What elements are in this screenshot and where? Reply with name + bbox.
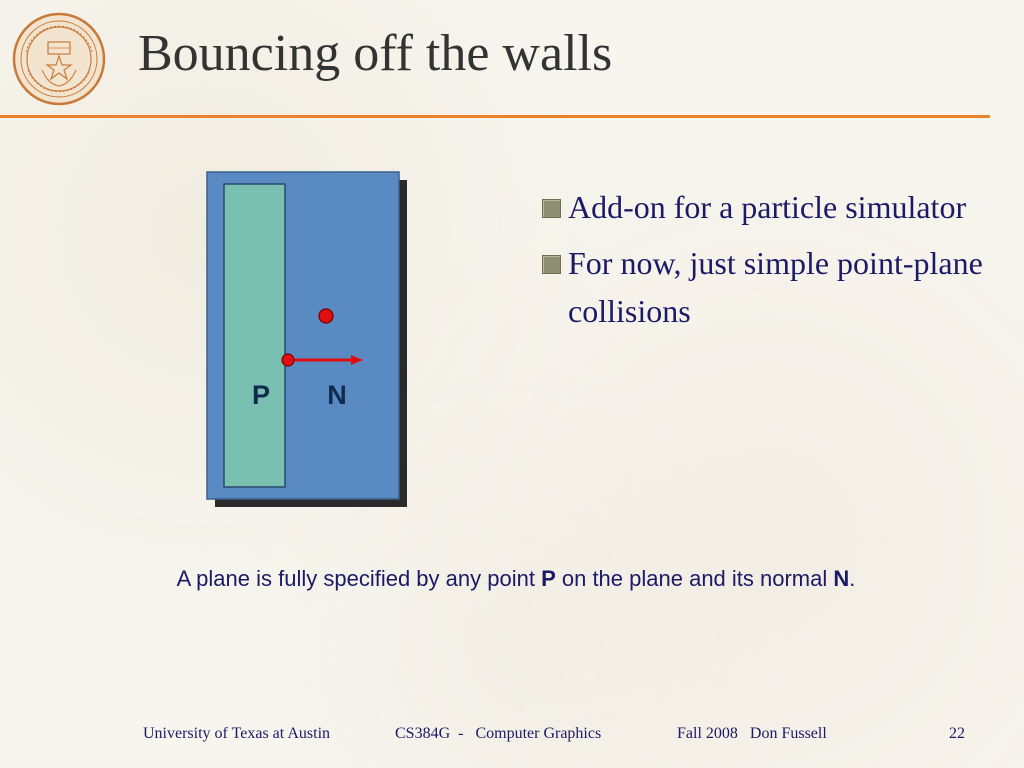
plane-point <box>282 354 294 366</box>
page-number: 22 <box>949 725 965 742</box>
footer-course: CS384G - Computer Graphics <box>395 725 602 742</box>
bullet-text: Add-on for a particle simulator <box>568 189 967 225</box>
caption-text: . <box>849 566 856 591</box>
plane-strip <box>224 184 285 487</box>
footer-institution: University of Texas at Austin <box>143 725 331 742</box>
bullet-text: For now, just simple point-plane collisions <box>568 245 983 329</box>
bullet-item <box>540 239 1000 335</box>
caption-point-symbol: P <box>541 566 556 591</box>
particle-point <box>319 309 333 323</box>
university-seal-logo <box>12 12 106 106</box>
caption <box>0 566 1024 592</box>
title-divider <box>0 115 990 118</box>
square-bullet-icon <box>542 199 561 218</box>
plane-diagram <box>200 165 420 515</box>
bullet-item <box>540 183 1000 231</box>
normal-label: N <box>327 380 347 410</box>
square-bullet-icon <box>542 255 561 274</box>
slide-title: Bouncing off the walls <box>138 25 613 82</box>
caption-text: A plane is fully specified by any point <box>176 566 542 591</box>
footer-term-author: Fall 2008 Don Fussell <box>677 725 827 742</box>
bullet-list <box>540 183 1000 343</box>
caption-text: on the plane and its normal <box>555 566 834 591</box>
plane-point-label: P <box>251 380 271 410</box>
caption-normal-symbol: N <box>833 566 850 591</box>
